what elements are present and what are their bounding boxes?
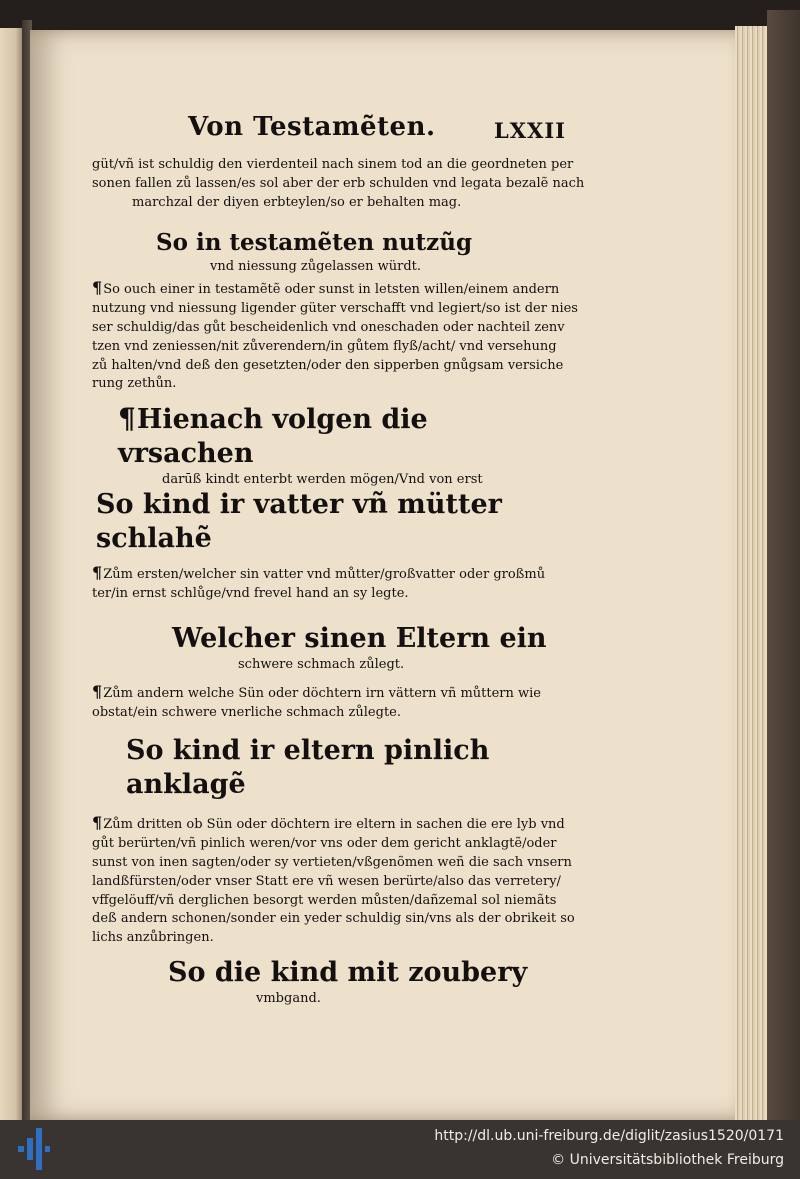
section-subline: darūß kindt enterbt werden mögen/Vnd von erst xyxy=(162,472,483,488)
text-line: sunst von inen sagten/oder sy vertieten/vßgenõmen weñ die sach vnsern xyxy=(92,854,572,870)
text-line: ser schuldig/das gůt bescheidenlich vnd oneschaden oder nachteil zenv xyxy=(92,319,565,335)
text-line: lichs anzůbringen. xyxy=(92,930,214,946)
running-head xyxy=(92,112,566,152)
text-line xyxy=(92,683,552,704)
section-accusation xyxy=(92,734,575,948)
section-sorcery xyxy=(92,956,552,1007)
pilcrow-mark: ¶ xyxy=(92,563,103,583)
text-line: güt/vñ ist schuldig den vierdenteil nach sinem tod an die geordneten per xyxy=(92,157,574,172)
section-paragraph xyxy=(92,683,552,723)
text-line-content: Zům ersten/welcher sin vatter vnd můtter/großvatter oder großmů xyxy=(103,567,546,583)
folio-number: LXXII xyxy=(494,118,566,143)
ub-freiburg-logo-icon xyxy=(18,1128,50,1170)
section-usufruct xyxy=(92,228,578,394)
text-line-content: Zům andern welche Sün oder döchtern irn vättern vñ můttern wie xyxy=(103,685,541,701)
text-line: gůt berürten/vñ pinlich weren/vor vns oder dem gericht anklagtẽ/oder xyxy=(92,836,557,852)
text-line xyxy=(92,813,565,835)
text-line: marchzal der diyen erbteylen/so er behalten mag. xyxy=(132,194,462,210)
copyright-notice: © Universitätsbibliothek Freiburg xyxy=(551,1152,784,1168)
left-page-edge xyxy=(0,28,22,1120)
text-line: sonen fallen zů lassen/es sol aber der erb schulden vnd legata bezalẽ nach xyxy=(92,175,585,191)
section-paragraph xyxy=(92,278,578,394)
pilcrow-mark: ¶ xyxy=(92,278,103,298)
section-paragraph xyxy=(92,564,552,604)
text-line: tzen vnd zeniessen/nit zůverendern/in gůtem flyß/acht/ vnd versehung xyxy=(92,338,557,354)
section-heading: So kind ir eltern pinlich anklagẽ xyxy=(126,735,490,801)
section-heading-text: Hienach volgen die vrsachen xyxy=(118,404,428,470)
section-paragraph xyxy=(92,813,575,948)
text-line xyxy=(92,278,560,300)
text-line: deß andern schonen/sonder ein yeder schuldig sin/vns als der obrikeit so xyxy=(92,911,575,927)
text-line: obstat/ein schwere vnerliche schmach zůlegte. xyxy=(92,704,401,720)
running-title: Von Testamẽten. xyxy=(188,112,436,142)
section-subline: vnd niessung zůgelassen würdt. xyxy=(210,259,422,275)
book-cover-edge xyxy=(767,10,800,1120)
opening-paragraph xyxy=(92,156,585,212)
section-subline: vmbgand. xyxy=(256,990,321,1006)
text-line: vffgelöuff/vñ derglichen besorgt werden můsten/dañzemal sol niemãts xyxy=(92,892,557,908)
pilcrow-mark: ¶ xyxy=(92,813,103,833)
text-line-content: So ouch einer in testamẽtẽ oder sunst in letsten willen/einem andern xyxy=(103,282,560,298)
section-heading: Welcher sinen Eltern ein xyxy=(172,622,547,654)
permalink-url[interactable]: http://dl.ub.uni-freiburg.de/diglit/zasius1520/0171 xyxy=(434,1128,784,1144)
section-heading xyxy=(92,402,552,471)
page-text xyxy=(92,112,585,1007)
text-line: rung zethůn. xyxy=(92,376,177,392)
page-edges xyxy=(735,26,767,1120)
text-line: ter/in ernst schlůge/vnd frevel hand an sy legte. xyxy=(92,585,409,601)
section-heading: So die kind mit zoubery xyxy=(168,956,528,988)
pilcrow-mark: ¶ xyxy=(92,681,103,701)
section-subline: schwere schmach zůlegt. xyxy=(238,656,405,672)
pilcrow-mark: ¶ xyxy=(118,402,136,436)
text-line xyxy=(92,564,552,585)
viewer-footer xyxy=(0,1120,800,1179)
section-heading-secondary: So kind ir vatter vñ mütter schlahẽ xyxy=(96,489,502,555)
section-insult xyxy=(92,622,552,723)
text-line-content: Zům dritten ob Sün oder döchtern ire eltern in sachen die ere lyb vnd xyxy=(103,817,565,833)
text-line: landßfürsten/oder vnser Statt ere vñ wesen berürte/also das verretery/ xyxy=(92,873,561,889)
text-line: nutzung vnd niessung ligender güter verschafft vnd legiert/so ist der nies xyxy=(92,301,578,317)
section-heading: So in testamẽten nutzũg xyxy=(156,229,473,257)
text-line: zů halten/vnd deß den gesetzten/oder den sipperben gnůgsam versiche xyxy=(92,357,564,373)
section-causes xyxy=(92,402,552,604)
